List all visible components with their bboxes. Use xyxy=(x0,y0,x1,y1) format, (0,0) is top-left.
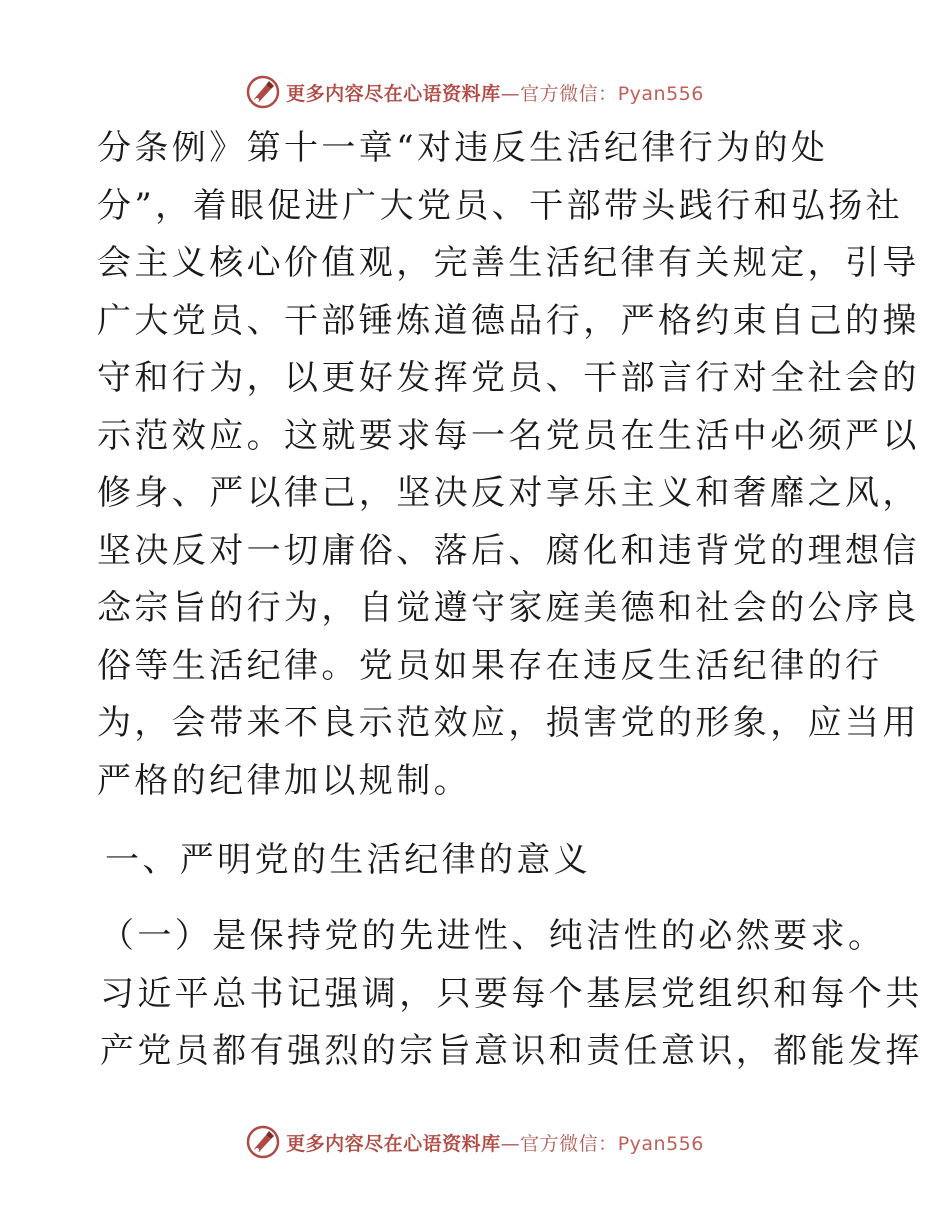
text-line: 修身、严以律己，坚决反对享乐主义和奢靡之风， xyxy=(97,473,920,513)
text-line: 分条例》第十一章“对违反生活纪律行为的处 xyxy=(97,128,829,168)
watermark-separator: — xyxy=(500,82,521,105)
subsection-paragraph xyxy=(100,908,923,1081)
watermark-text xyxy=(286,1129,704,1156)
text-line: 守和行为，以更好发挥党员、干部言行对全社会的 xyxy=(97,358,920,398)
brand-logo-icon xyxy=(246,1125,280,1159)
text-line: 习近平总书记强调，只要每个基层党组织和每个共 xyxy=(100,973,923,1014)
watermark-wechat-id: Pyan556 xyxy=(617,1132,704,1155)
text-line: 示范效应。这就要求每一名党员在生活中必须严以 xyxy=(97,415,920,456)
text-line: 广大党员、干部锤炼道德品行，严格约束自己的操 xyxy=(97,300,920,341)
text-line: 分”，着眼促进广大党员、干部带头践行和弘扬社 xyxy=(97,185,904,226)
text-line: 会主义核心价值观，完善生活纪律有关规定，引导 xyxy=(97,243,920,283)
text-line: 为，会带来不良示范效应，损害党的形象，应当用 xyxy=(97,703,920,743)
text-line: 俗等生活纪律。党员如果存在违反生活纪律的行 xyxy=(97,645,883,686)
footer-watermark xyxy=(0,1122,950,1162)
header-watermark xyxy=(0,72,950,112)
watermark-wechat-label: 官方微信： xyxy=(520,82,618,105)
watermark-brand: 更多内容尽在心语资料库 xyxy=(286,82,501,105)
section-heading: 一、严明党的生活纪律的意义 xyxy=(105,840,592,880)
watermark-wechat-label: 官方微信： xyxy=(520,1132,618,1155)
watermark-separator: — xyxy=(500,1132,521,1155)
watermark-wechat-id: Pyan556 xyxy=(617,82,704,105)
watermark-text xyxy=(286,79,704,106)
text-line: 产党员都有强烈的宗旨意识和责任意识，都能发挥 xyxy=(100,1031,923,1071)
watermark-brand: 更多内容尽在心语资料库 xyxy=(286,1132,501,1155)
text-line: 严格的纪律加以规制。 xyxy=(97,760,471,801)
subsection-title: （一）是保持党的先进性、纯洁性的必然要求。 xyxy=(100,916,886,956)
text-line: 念宗旨的行为，自觉遵守家庭美德和社会的公序良 xyxy=(97,588,920,628)
text-line: 坚决反对一切庸俗、落后、腐化和违背党的理想信 xyxy=(97,530,920,571)
brand-logo-icon xyxy=(246,75,280,109)
body-paragraph xyxy=(97,120,920,810)
